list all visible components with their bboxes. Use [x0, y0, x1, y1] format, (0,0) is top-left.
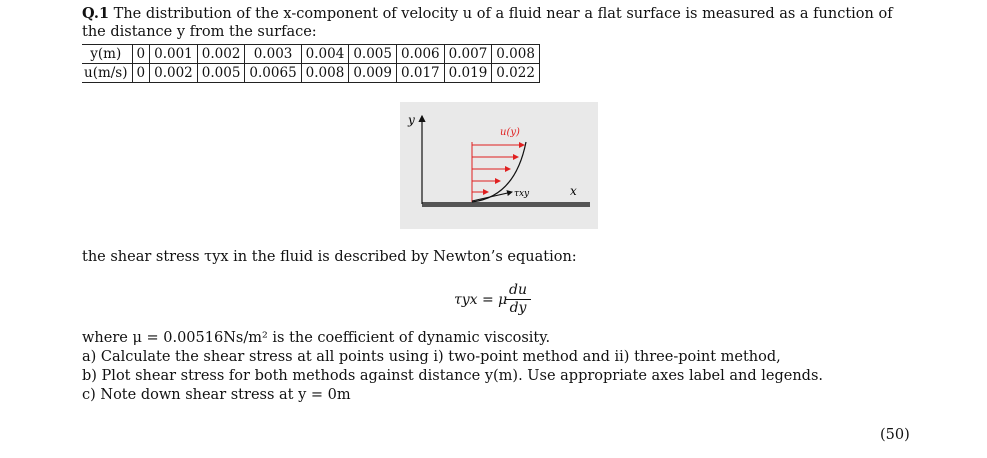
question-intro-line1 [82, 5, 893, 22]
question-label: Q.1 [82, 5, 110, 22]
equation-numerator: du [505, 282, 531, 300]
table-cell: 0.009 [349, 64, 397, 83]
table-cell: 0.003 [245, 45, 301, 64]
table-header-u: u(m/s) [82, 64, 132, 83]
equation-fraction [505, 282, 531, 316]
table-cell: 0.017 [396, 64, 444, 83]
x-axis-label: x [570, 184, 577, 198]
table-cell: 0 [132, 64, 150, 83]
equation-denominator: dy [509, 300, 527, 316]
part-a-text: a) Calculate the shear stress at all points using i) two-point method and ii) three-point method, [82, 349, 781, 365]
table-cell: 0.002 [197, 45, 245, 64]
profile-label: u(y) [500, 127, 520, 138]
table-cell: 0.001 [150, 45, 198, 64]
table-cell: 0.019 [444, 64, 492, 83]
velocity-profile-diagram [400, 102, 598, 229]
shear-stress-arrow [472, 192, 512, 201]
table-row-u [82, 64, 539, 83]
part-c-text: c) Note down shear stress at y = 0m [82, 387, 351, 403]
table-cell: 0 [132, 45, 150, 64]
table-row-y [82, 45, 539, 64]
table-cell: 0.0065 [245, 64, 301, 83]
marks-label: (50) [880, 427, 910, 443]
table-cell: 0.022 [492, 64, 540, 83]
equation-lhs: τyx = μ [454, 292, 508, 308]
velocity-profile-figure [400, 102, 598, 229]
question-intro-text: The distribution of the x-component of velocity u of a fluid near a flat surface is measured as a function of [113, 6, 893, 22]
table-cell: 0.005 [349, 45, 397, 64]
part-b-text: b) Plot shear stress for both methods against distance y(m). Use appropriate axes label and legends. [82, 368, 823, 384]
shear-stress-sentence: the shear stress τyx in the fluid is described by Newton’s equation: [82, 249, 577, 265]
table-cell: 0.008 [301, 64, 349, 83]
table-cell: 0.002 [150, 64, 198, 83]
data-table [82, 44, 540, 83]
table-cell: 0.004 [301, 45, 349, 64]
table-cell: 0.007 [444, 45, 492, 64]
y-axis-label: y [408, 113, 415, 127]
table-cell: 0.006 [396, 45, 444, 64]
table-cell: 0.008 [492, 45, 540, 64]
table-header-y: y(m) [82, 45, 132, 64]
table-cell: 0.005 [197, 64, 245, 83]
viscosity-line: where μ = 0.00516Ns/m² is the coefficient of dynamic viscosity. [82, 330, 551, 346]
shear-stress-label: τxy [514, 189, 530, 199]
question-intro-line2: the distance y from the surface: [82, 24, 317, 40]
flat-surface [422, 202, 590, 207]
